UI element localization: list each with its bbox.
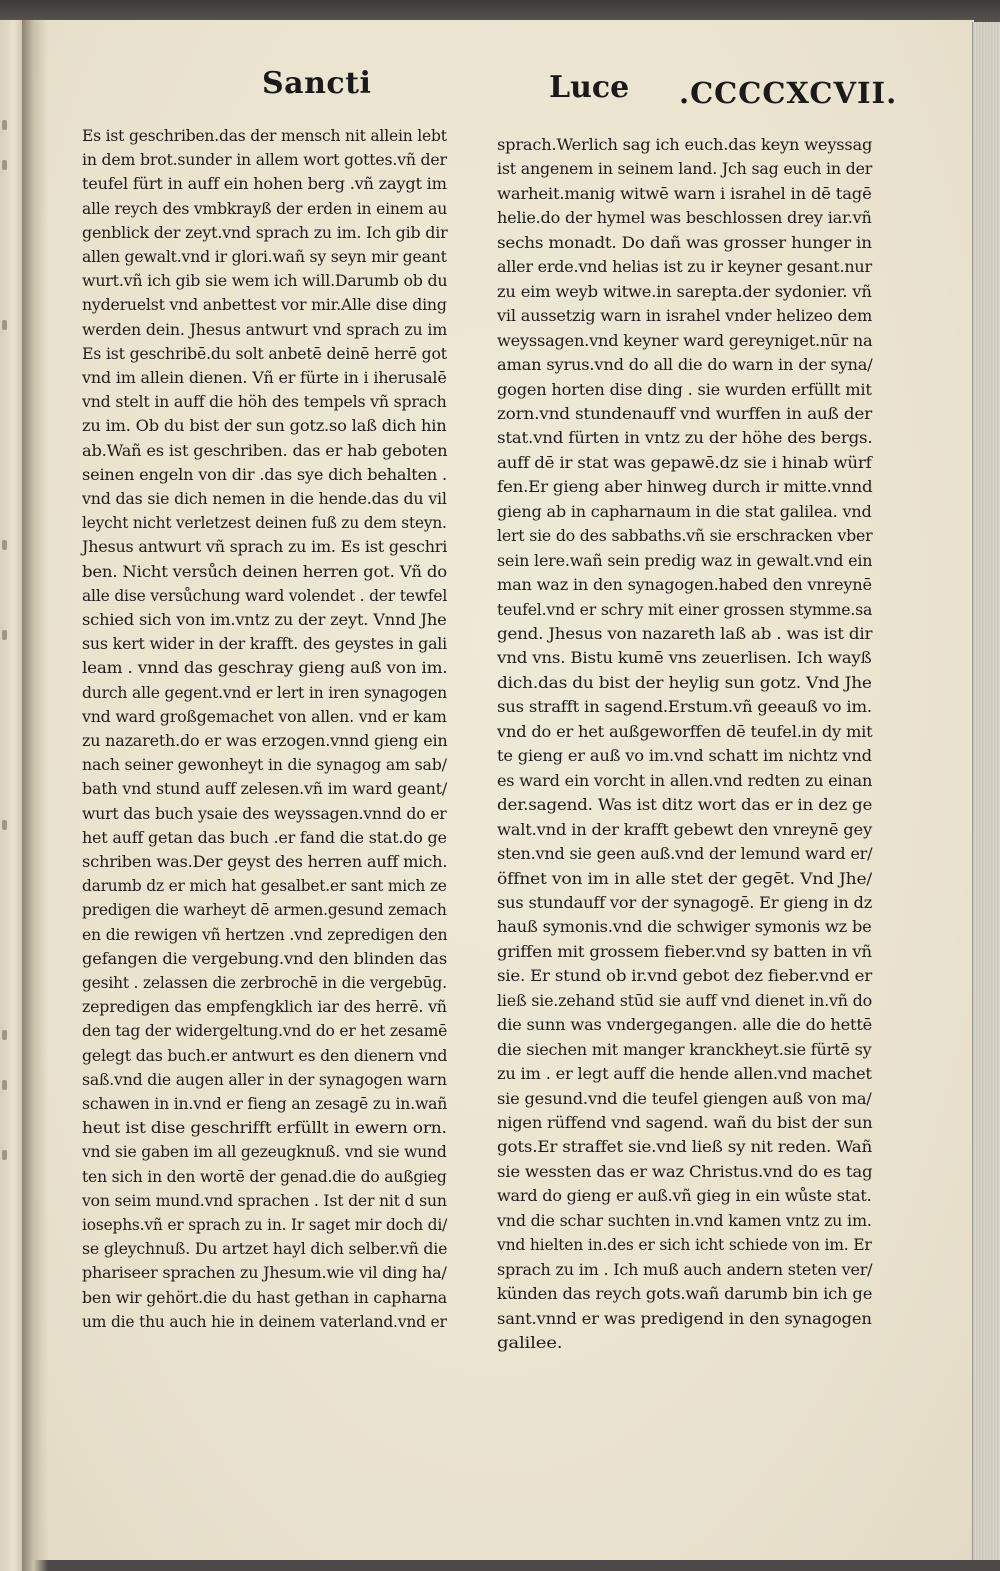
- text-line: vnd vns. Bistu kumē vns zeuerlisen. Ich wayß: [497, 648, 872, 668]
- text-line: se gleychnuß. Du artzet hayl dich selber.vñ die: [82, 1239, 448, 1259]
- text-line: gieng ab in capharnaum in die stat galilea. vnd: [497, 501, 872, 521]
- text-line: teufel fürt in auff ein hohen berg .vñ zaygt im: [82, 174, 447, 194]
- text-line: warheit.manig witwē warn i israhel in dē tagē: [497, 183, 872, 203]
- text-line: werden dein. Jhesus antwurt vnd sprach zu im: [82, 319, 448, 339]
- text-line: schawen in in.vnd er fieng an zesagē zu in.wañ: [82, 1094, 448, 1113]
- text-line: sie. Er stund ob ir.vnd gebot dez fieber.vnd er: [497, 966, 872, 986]
- text-line: vnd das sie dich nemen in die hende.das du vil: [82, 489, 447, 508]
- text-line: het auff getan das buch .er fand die stat.do ge: [82, 827, 447, 847]
- text-line: vnd sie gaben im all gezeugknuß. vnd sie wund: [82, 1142, 447, 1162]
- running-head-center: Luce: [549, 70, 630, 105]
- text-line: nyderuelst vnd anbettest vor mir.Alle dise ding: [82, 295, 447, 315]
- text-line: sie gesund.vnd die teufel giengen auß von ma/: [497, 1088, 872, 1108]
- facing-page-edge: [0, 20, 24, 1571]
- text-line: gend. Jhesus von nazareth laß ab . was ist dir: [497, 624, 873, 643]
- text-line: weyssagen.vnd keyner ward gereyniget.nūr na: [497, 330, 873, 350]
- text-line: hauß symonis.vnd die schwiger symonis wz be: [497, 917, 872, 937]
- text-line: gogen horten dise ding . sie wurden erfüllt mit: [497, 379, 872, 399]
- text-line: schied sich von im.vntz zu der zeyt. Vnnd Jhe: [82, 610, 447, 629]
- text-line: vnd die schar suchten in.vnd kamen vntz zu im.: [497, 1210, 872, 1230]
- text-line: leam . vnnd das geschray gieng auß von im.: [82, 658, 448, 678]
- text-line: Es ist geschribē.du solt anbetē deinē herrē got: [82, 343, 447, 363]
- text-line: ließ sie.zehand stūd sie auff vnd dienet in.vñ do: [497, 990, 873, 1010]
- text-line: zepredigen das empfengklich iar des herrē. vñ: [82, 997, 447, 1017]
- facing-page-ink-mark: [2, 820, 7, 830]
- text-line: sus stundauff vor der synagogē. Er gieng in dz: [497, 892, 873, 912]
- text-line: der.sagend. Was ist ditz wort das er in dez ge: [497, 795, 873, 815]
- text-line: zu eim weyb witwe.in sarepta.der sydonier. vñ: [497, 281, 872, 301]
- text-line: durch alle gegent.vnd er lert in iren synagogen: [82, 682, 447, 702]
- text-line: phariseer sprachen zu Jhesum.wie vil ding ha/: [82, 1263, 447, 1283]
- text-line: stat.vnd fürten in vntz zu der höhe des bergs.: [497, 428, 873, 448]
- text-line: alle dise versůchung ward volendet . der tewfel: [82, 585, 448, 605]
- text-line: öffnet von im in alle stet der gegēt. Vnd Jhe/: [497, 868, 872, 888]
- text-line: dich.das du bist der heylig sun gotz. Vnd Jhe: [497, 672, 872, 692]
- facing-page-ink-mark: [2, 320, 7, 330]
- text-line: künden das reych gots.wañ darumb bin ich ge: [497, 1284, 873, 1304]
- text-line: sein lere.wañ sein predig waz in gewalt.vnd ein: [497, 550, 873, 570]
- text-line: von seim mund.vnd sprachen . Ist der nit d sun: [82, 1190, 447, 1210]
- text-line: aller erde.vnd helias ist zu ir keyner gesant.nur: [497, 257, 872, 277]
- facing-page-ink-mark: [2, 540, 7, 550]
- text-line: teufel.vnd er schry mit einer grossen stymme.sa: [497, 599, 873, 619]
- facing-page-ink-mark: [2, 120, 7, 130]
- text-line: sechs monadt. Do dañ was grosser hunger in: [497, 232, 872, 252]
- text-line: aman syrus.vnd do all die do warn in der syna/: [497, 355, 873, 375]
- text-line: zu nazareth.do er was erzogen.vnnd gieng ein: [82, 731, 448, 750]
- text-line: iosephs.vñ er sprach zu in. Ir saget mir doch di/: [82, 1215, 448, 1234]
- text-line: sten.vnd sie geen auß.vnd der lemund ward er/: [497, 844, 873, 864]
- text-line: vnd im allein dienen. Vñ er fürte in i iherusalē: [82, 368, 447, 387]
- text-line: walt.vnd in der krafft gebewt den vnreynē gey: [497, 819, 872, 839]
- text-line: ward do gieng er auß.vñ gieg in ein wůste stat.: [497, 1186, 872, 1206]
- running-head-left: Sancti: [262, 66, 372, 101]
- text-line: te gieng er auß vo im.vnd schatt im nichtz vnd: [497, 746, 872, 766]
- facing-page-ink-mark: [2, 1030, 7, 1040]
- text-line: zu im . er legt auff die hende allen.vnd machet: [497, 1064, 872, 1084]
- text-line: sus strafft in sagend.Erstum.vñ geeauß vo im.: [497, 697, 872, 717]
- text-line: vnd ward großgemachet von allen. vnd er kam: [82, 706, 447, 726]
- text-line: ben. Nicht versůch deinen herren got. Vñ do: [82, 561, 447, 581]
- text-line: vnd do er het außgeworffen dē teufel.in dy mit: [497, 721, 873, 741]
- text-line: lert sie do des sabbaths.vñ sie erschracken vber: [497, 526, 873, 546]
- text-line: Jhesus antwurt vñ sprach zu im. Es ist geschri: [82, 537, 448, 557]
- text-line: Es ist geschriben.das der mensch nit allein lebt: [82, 126, 447, 145]
- text-line: vnd stelt in auff die höh des tempels vñ sprach: [82, 392, 447, 412]
- page-gutter-shadow: [22, 20, 48, 1571]
- book-bottom-edge: [24, 1560, 1000, 1571]
- text-line: bath vnd stund auff zelesen.vñ im ward geant/: [82, 779, 447, 799]
- text-line: wurt.vñ ich gib sie wem ich will.Darumb ob du: [82, 271, 448, 291]
- text-line: fen.Er gieng aber hinweg durch ir mitte.vnnd: [497, 477, 873, 497]
- facing-page-ink-mark: [2, 160, 7, 170]
- text-line: gelegt das buch.er antwurt es den dienern vnd: [82, 1045, 448, 1065]
- text-line: heut ist dise geschrifft erfüllt in ewern orn.: [82, 1118, 447, 1138]
- text-line: in dem brot.sunder in allem wort gottes.vñ der: [82, 150, 447, 170]
- text-line: predigen die warheyt dē armen.gesund zemach: [82, 900, 447, 920]
- text-line: ben wir gehört.die du hast gethan in capharna: [82, 1287, 447, 1307]
- text-line: die sunn was vndergegangen. alle die do hettē: [497, 1015, 873, 1035]
- facing-page-ink-mark: [2, 1150, 7, 1160]
- facing-page-ink-mark: [2, 630, 7, 640]
- text-line: galilee.: [497, 1333, 563, 1353]
- text-line: en die rewigen vñ hertzen .vnd zepredigen den: [82, 924, 448, 944]
- text-line: saß.vnd die augen aller in der synagogen warn: [82, 1069, 447, 1089]
- page-edge-stack: [972, 22, 1000, 1571]
- text-line: alle reych des vmbkrayß der erden in einem au: [82, 198, 448, 218]
- text-line: ab.Wañ es ist geschriben. das er hab geboten: [82, 440, 448, 460]
- text-line: darumb dz er mich hat gesalbet.er sant mich ze: [82, 876, 447, 896]
- text-line: gesiht . zelassen die zerbrochē in die vergebūg.: [82, 973, 447, 992]
- text-line: zu im. Ob du bist der sun gotz.so laß dich hin: [82, 416, 447, 436]
- text-line: zorn.vnd stundenauff vnd wurffen in auß der: [497, 403, 872, 423]
- text-line: ist angenem in seinem land. Jch sag euch in der: [497, 159, 873, 179]
- text-line: ten sich in den wortē der genad.die do außgieg: [82, 1166, 447, 1186]
- text-line: sprach.Werlich sag ich euch.das keyn weyssag: [497, 135, 873, 154]
- folio-number: .CCCCXCVII.: [679, 76, 898, 110]
- text-line: gots.Er straffet sie.vnd ließ sy nit reden. Wañ: [497, 1137, 873, 1157]
- text-line: vnd hielten in.des er sich icht schiede von im. Er: [497, 1235, 872, 1255]
- text-line: sant.vnnd er was predigend in den synagogen: [497, 1308, 872, 1328]
- text-line: sprach zu im . Ich muß auch andern steten ver/: [497, 1259, 873, 1279]
- text-line: es ward ein vorcht in allen.vnd redten zu einan: [497, 770, 873, 790]
- text-line: schriben was.Der geyst des herren auff mich.: [82, 852, 448, 871]
- text-line: man waz in den synagogen.habed den vnreynē: [497, 575, 872, 595]
- text-line: vil aussetzig warn in israhel vnder helizeo dem: [497, 306, 873, 326]
- text-line: helie.do der hymel was beschlossen drey iar.vñ: [497, 208, 872, 228]
- text-line: nigen rüffend vnd sagend. wañ du bist der sun: [497, 1113, 873, 1132]
- text-line: wurt das buch ysaie des weyssagen.vnnd do er: [82, 803, 447, 823]
- text-line: genblick der zeyt.vnd sprach zu im. Ich gib dir: [82, 222, 448, 242]
- text-line: um die thu auch hie in deinem vaterland.vnd er: [82, 1311, 447, 1331]
- text-line: leycht nicht verletzest deinen fuß zu dem steyn.: [82, 513, 447, 533]
- text-line: nach seiner gewonheyt in die synagog am sab/: [82, 755, 447, 775]
- text-line: seinen engeln von dir .das sye dich behalten .: [82, 464, 447, 484]
- text-line: den tag der widergeltung.vnd do er het zesamē: [82, 1021, 448, 1041]
- text-line: gefangen die vergebung.vnd den blinden das: [82, 948, 448, 968]
- text-line: griffen mit grossem fieber.vnd sy batten in vñ: [497, 941, 872, 961]
- text-line: sus kert wider in der krafft. des geystes in gali: [82, 634, 448, 654]
- text-line: sie wessten das er waz Christus.vnd do es tag: [497, 1161, 873, 1181]
- text-line: die siechen mit manger kranckheyt.sie fürtē sy: [497, 1039, 872, 1059]
- text-line: auff dē ir stat was gepawē.dz sie i hinab würf: [497, 452, 872, 472]
- text-line: allen gewalt.vnd ir glori.wañ sy seyn mir geant: [82, 247, 447, 266]
- facing-page-ink-mark: [2, 1080, 7, 1090]
